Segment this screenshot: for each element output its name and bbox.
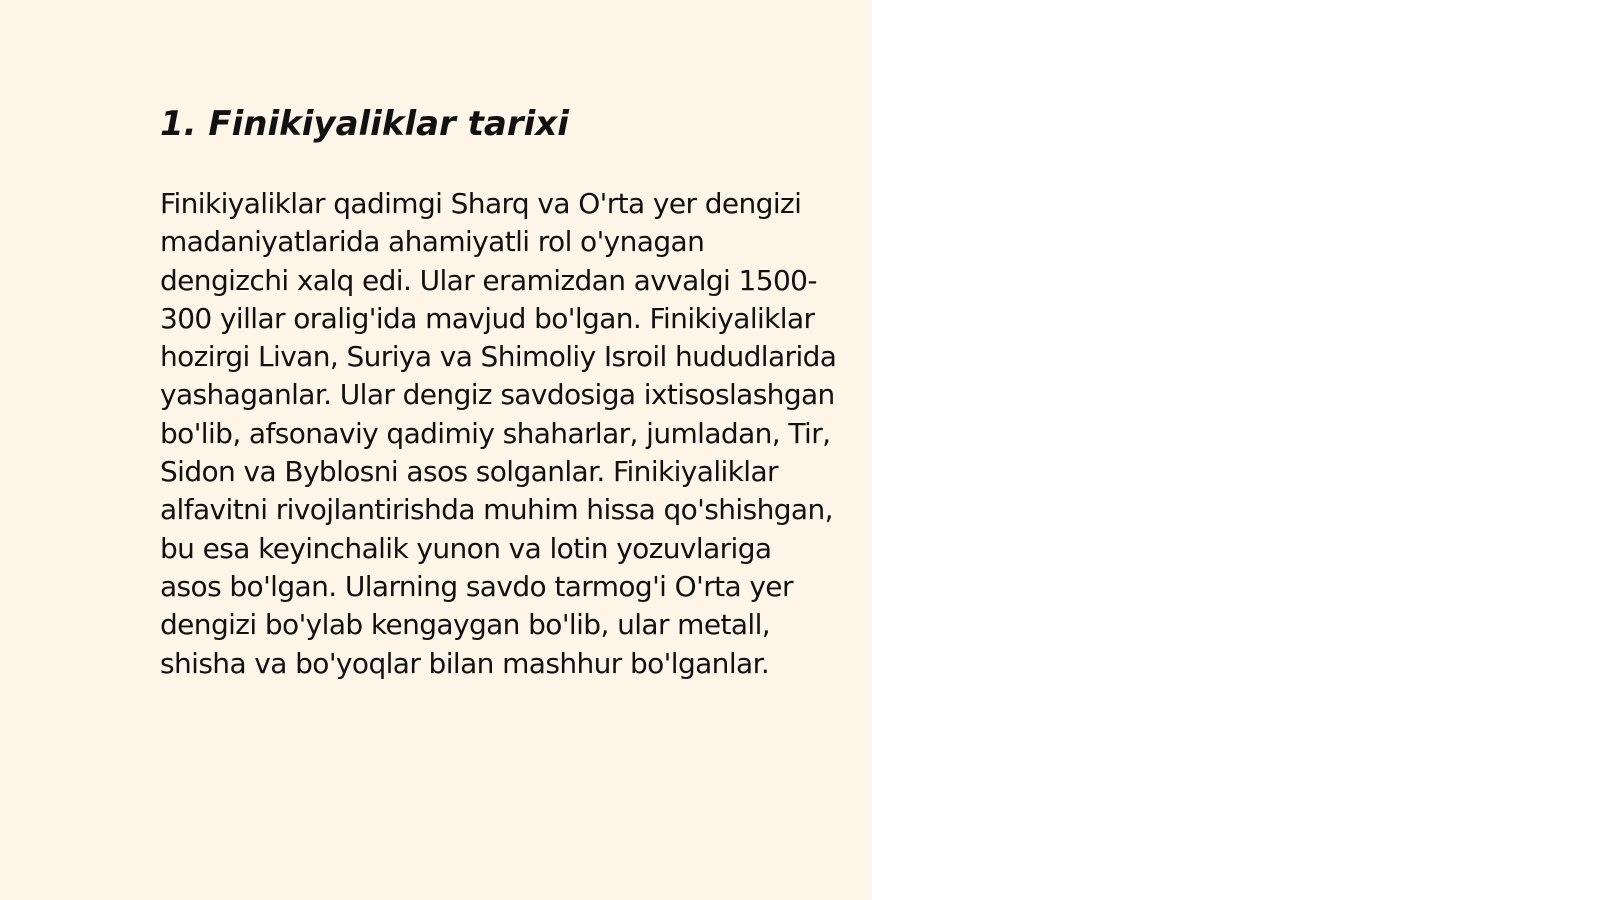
blank-panel [872,0,1600,900]
slide-title: 1. Finikiyaliklar tarixi [160,104,569,144]
slide-body-text: Finikiyaliklar qadimgi Sharq va O'rta yer dengizi madaniyatlarida ahamiyatli rol o'ynagan dengizchi xalq edi. Ular eramizdan avvalgi 1500-300 yillar oralig'ida mavjud bo'lgan. Finikiyaliklar hozirgi Livan, Suriya va Shimoliy Isroil hududlarida yashaganlar. Ular dengiz savdosiga ixtisoslashgan bo'lib, afsonaviy qadimiy shaharlar, jumladan, Tir, Sidon va Byblosni asos solganlar. Finikiyaliklar alfavitni rivojlantirishda muhim hissa qo'shishgan, bu esa keyinchalik yunon va lotin yozuvlariga asos bo'lgan. Ularning savdo tarmog'i O'rta yer dengizi bo'ylab kengaygan bo'lib, ular metall, shisha va bo'yoqlar bilan mashhur bo'lganlar. [160,187,837,680]
